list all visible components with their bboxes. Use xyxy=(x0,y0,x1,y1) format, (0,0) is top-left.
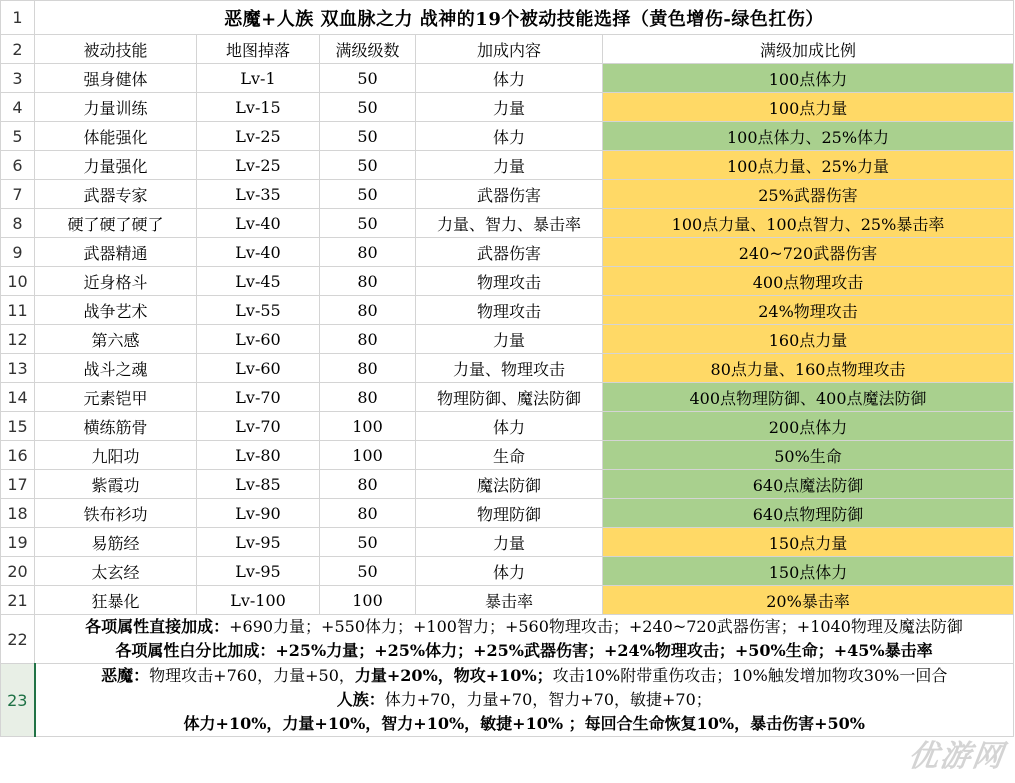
skill-cell[interactable]: 铁布衫功 xyxy=(35,499,197,528)
row-number[interactable]: 19 xyxy=(1,528,35,557)
max-level-cell[interactable]: 50 xyxy=(320,557,416,586)
row-number[interactable]: 13 xyxy=(1,354,35,383)
drop-cell[interactable]: Lv-85 xyxy=(197,470,320,499)
header-skill[interactable]: 被动技能 xyxy=(35,35,197,64)
row-number[interactable]: 6 xyxy=(1,151,35,180)
summary-cell[interactable] xyxy=(35,615,1014,664)
table-row xyxy=(1,151,1014,180)
ratio-cell[interactable]: 80点力量、160点物理攻击 xyxy=(603,354,1014,383)
summary-line-percent: 各项属性白分比加成：+25%力量；+25%体力；+25%武器伤害；+24%物理攻击；+50%生命；+45%暴击率 xyxy=(115,641,933,660)
bonus-cell[interactable]: 生命 xyxy=(416,441,603,470)
table-row xyxy=(1,470,1014,499)
summary-direct-label: 各项属性直接加成： xyxy=(85,617,230,636)
max-level-cell[interactable]: 80 xyxy=(320,325,416,354)
human-stats: 体力+70，力量+70，智力+70，敏捷+70； xyxy=(384,690,712,709)
bonus-cell[interactable]: 力量 xyxy=(416,93,603,122)
skill-cell[interactable]: 易筋经 xyxy=(35,528,197,557)
drop-cell[interactable]: Lv-95 xyxy=(197,528,320,557)
skill-cell[interactable]: 紫霞功 xyxy=(35,470,197,499)
bonus-cell[interactable]: 武器伤害 xyxy=(416,180,603,209)
skill-cell[interactable]: 九阳功 xyxy=(35,441,197,470)
demon-percent: 力量+20%，物攻+10%； xyxy=(354,666,553,685)
table-row xyxy=(1,441,1014,470)
max-level-cell[interactable]: 100 xyxy=(320,412,416,441)
bonus-cell[interactable]: 武器伤害 xyxy=(416,238,603,267)
ratio-cell[interactable]: 100点力量、25%力量 xyxy=(603,151,1014,180)
drop-cell[interactable]: Lv-55 xyxy=(197,296,320,325)
human-label: 人族： xyxy=(336,690,385,709)
table-row xyxy=(1,64,1014,93)
ratio-cell[interactable]: 100点力量 xyxy=(603,93,1014,122)
max-level-cell[interactable]: 80 xyxy=(320,296,416,325)
table-row xyxy=(1,296,1014,325)
row-number[interactable]: 2 xyxy=(1,35,35,64)
row-number[interactable]: 7 xyxy=(1,180,35,209)
drop-cell[interactable]: Lv-100 xyxy=(197,586,320,615)
bonus-cell[interactable]: 体力 xyxy=(416,122,603,151)
header-ratio[interactable]: 满级加成比例 xyxy=(603,35,1014,64)
header-max-level[interactable]: 满级级数 xyxy=(320,35,416,64)
table-row xyxy=(1,383,1014,412)
ratio-cell[interactable]: 160点力量 xyxy=(603,325,1014,354)
drop-cell[interactable]: Lv-60 xyxy=(197,325,320,354)
drop-cell[interactable]: Lv-60 xyxy=(197,354,320,383)
ratio-cell[interactable]: 400点物理防御、400点魔法防御 xyxy=(603,383,1014,412)
max-level-cell[interactable]: 80 xyxy=(320,238,416,267)
bonus-cell[interactable]: 暴击率 xyxy=(416,586,603,615)
skill-cell[interactable]: 第六感 xyxy=(35,325,197,354)
table-row xyxy=(1,180,1014,209)
table-row xyxy=(1,586,1014,615)
ratio-cell[interactable]: 100点体力 xyxy=(603,64,1014,93)
row-number[interactable]: 15 xyxy=(1,412,35,441)
max-level-cell[interactable]: 80 xyxy=(320,383,416,412)
drop-cell[interactable]: Lv-95 xyxy=(197,557,320,586)
row-number-selected[interactable]: 23 xyxy=(1,664,35,737)
bonus-cell[interactable]: 力量、物理攻击 xyxy=(416,354,603,383)
row-number[interactable]: 1 xyxy=(1,1,35,35)
ratio-cell[interactable]: 24%物理攻击 xyxy=(603,296,1014,325)
drop-cell[interactable]: Lv-40 xyxy=(197,209,320,238)
skill-cell[interactable]: 元素铠甲 xyxy=(35,383,197,412)
ratio-cell[interactable]: 200点体力 xyxy=(603,412,1014,441)
summary-line-direct xyxy=(35,615,1013,639)
skill-cell[interactable]: 近身格斗 xyxy=(35,267,197,296)
bonus-cell[interactable]: 物理防御、魔法防御 xyxy=(416,383,603,412)
skill-cell[interactable]: 强身健体 xyxy=(35,64,197,93)
bonus-cell[interactable]: 物理攻击 xyxy=(416,267,603,296)
max-level-cell[interactable]: 50 xyxy=(320,64,416,93)
row-number[interactable]: 4 xyxy=(1,93,35,122)
drop-cell[interactable]: Lv-40 xyxy=(197,238,320,267)
row-number[interactable]: 11 xyxy=(1,296,35,325)
skill-cell[interactable]: 武器精通 xyxy=(35,238,197,267)
bonus-cell[interactable]: 力量 xyxy=(416,151,603,180)
demon-effect: 攻击10%附带重伤攻击；10%触发增加物攻30%一回合 xyxy=(552,666,948,685)
max-level-cell[interactable]: 80 xyxy=(320,354,416,383)
row-number[interactable]: 9 xyxy=(1,238,35,267)
summary-row xyxy=(1,615,1014,664)
ratio-cell[interactable]: 150点体力 xyxy=(603,557,1014,586)
max-level-cell[interactable]: 100 xyxy=(320,586,416,615)
table-row xyxy=(1,499,1014,528)
max-level-cell[interactable]: 50 xyxy=(320,180,416,209)
table-row xyxy=(1,412,1014,441)
row-number[interactable]: 5 xyxy=(1,122,35,151)
summary-direct-text: +690力量；+550体力；+100智力；+560物理攻击；+240~720武器伤害；+1040物理及魔法防御 xyxy=(229,617,963,636)
table-row xyxy=(1,122,1014,151)
title-cell[interactable]: 恶魔+人族 双血脉之力 战神的19个被动技能选择（黄色增伤-绿色扛伤） xyxy=(35,1,1014,35)
row-number[interactable]: 16 xyxy=(1,441,35,470)
max-level-cell[interactable]: 50 xyxy=(320,151,416,180)
ratio-cell[interactable]: 240~720武器伤害 xyxy=(603,238,1014,267)
skill-cell[interactable]: 武器专家 xyxy=(35,180,197,209)
header-bonus[interactable]: 加成内容 xyxy=(416,35,603,64)
drop-cell[interactable]: Lv-1 xyxy=(197,64,320,93)
skill-cell[interactable]: 硬了硬了硬了 xyxy=(35,209,197,238)
header-drop[interactable]: 地图掉落 xyxy=(197,35,320,64)
max-level-cell[interactable]: 50 xyxy=(320,528,416,557)
skill-cell[interactable]: 战争艺术 xyxy=(35,296,197,325)
table-row xyxy=(1,238,1014,267)
ratio-cell[interactable]: 400点物理攻击 xyxy=(603,267,1014,296)
max-level-cell[interactable]: 50 xyxy=(320,122,416,151)
ratio-cell[interactable]: 25%武器伤害 xyxy=(603,180,1014,209)
ratio-cell[interactable]: 640点物理防御 xyxy=(603,499,1014,528)
max-level-cell[interactable]: 50 xyxy=(320,209,416,238)
row-number[interactable]: 12 xyxy=(1,325,35,354)
bonus-cell[interactable]: 体力 xyxy=(416,557,603,586)
max-level-cell[interactable]: 50 xyxy=(320,93,416,122)
bonus-cell[interactable]: 力量 xyxy=(416,325,603,354)
demon-label: 恶魔： xyxy=(101,666,150,685)
row-number[interactable]: 20 xyxy=(1,557,35,586)
bonus-cell[interactable]: 力量 xyxy=(416,528,603,557)
skill-cell[interactable]: 力量训练 xyxy=(35,93,197,122)
row-number[interactable]: 10 xyxy=(1,267,35,296)
skill-cell[interactable]: 太玄经 xyxy=(35,557,197,586)
demon-line xyxy=(36,664,1014,688)
ratio-cell[interactable]: 640点魔法防御 xyxy=(603,470,1014,499)
row-number[interactable]: 21 xyxy=(1,586,35,615)
table-row xyxy=(1,267,1014,296)
ratio-cell[interactable]: 150点力量 xyxy=(603,528,1014,557)
table-row xyxy=(1,557,1014,586)
bonus-cell[interactable]: 体力 xyxy=(416,64,603,93)
skill-cell[interactable]: 狂暴化 xyxy=(35,586,197,615)
bonus-cell[interactable]: 魔法防御 xyxy=(416,470,603,499)
ratio-cell[interactable]: 50%生命 xyxy=(603,441,1014,470)
row-number[interactable]: 17 xyxy=(1,470,35,499)
row-number[interactable]: 8 xyxy=(1,209,35,238)
skill-cell[interactable]: 体能强化 xyxy=(35,122,197,151)
human-percent-line: 体力+10%，力量+10%，智力+10%，敏捷+10% ；每回合生命恢复10%，暴击伤害+50% xyxy=(183,714,865,733)
bloodline-cell[interactable] xyxy=(35,664,1014,737)
human-line xyxy=(36,688,1014,712)
drop-cell[interactable]: Lv-90 xyxy=(197,499,320,528)
table-row xyxy=(1,354,1014,383)
max-level-cell[interactable]: 80 xyxy=(320,499,416,528)
table-row xyxy=(1,528,1014,557)
skill-cell[interactable]: 横练筋骨 xyxy=(35,412,197,441)
max-level-cell[interactable]: 100 xyxy=(320,441,416,470)
drop-cell[interactable]: Lv-70 xyxy=(197,412,320,441)
bonus-cell[interactable]: 体力 xyxy=(416,412,603,441)
bonus-cell[interactable]: 力量、智力、暴击率 xyxy=(416,209,603,238)
row-number[interactable]: 22 xyxy=(1,615,35,664)
bonus-cell[interactable]: 物理防御 xyxy=(416,499,603,528)
row-number[interactable]: 14 xyxy=(1,383,35,412)
row-number[interactable]: 3 xyxy=(1,64,35,93)
drop-cell[interactable]: Lv-70 xyxy=(197,383,320,412)
table-row xyxy=(1,325,1014,354)
row-number[interactable]: 18 xyxy=(1,499,35,528)
table-row xyxy=(1,93,1014,122)
drop-cell[interactable]: Lv-80 xyxy=(197,441,320,470)
ratio-cell[interactable]: 100点体力、25%体力 xyxy=(603,122,1014,151)
ratio-cell[interactable]: 100点力量、100点智力、25%暴击率 xyxy=(603,209,1014,238)
ratio-cell[interactable]: 20%暴击率 xyxy=(603,586,1014,615)
demon-stats: 物理攻击+760，力量+50， xyxy=(149,666,355,685)
bloodline-row xyxy=(1,664,1014,737)
drop-cell[interactable]: Lv-15 xyxy=(197,93,320,122)
drop-cell[interactable]: Lv-45 xyxy=(197,267,320,296)
skill-cell[interactable]: 力量强化 xyxy=(35,151,197,180)
bonus-cell[interactable]: 物理攻击 xyxy=(416,296,603,325)
skill-cell[interactable]: 战斗之魂 xyxy=(35,354,197,383)
table-row xyxy=(1,209,1014,238)
watermark-logo: 优游网 xyxy=(906,739,1007,774)
drop-cell[interactable]: Lv-35 xyxy=(197,180,320,209)
drop-cell[interactable]: Lv-25 xyxy=(197,151,320,180)
max-level-cell[interactable]: 80 xyxy=(320,267,416,296)
max-level-cell[interactable]: 80 xyxy=(320,470,416,499)
drop-cell[interactable]: Lv-25 xyxy=(197,122,320,151)
